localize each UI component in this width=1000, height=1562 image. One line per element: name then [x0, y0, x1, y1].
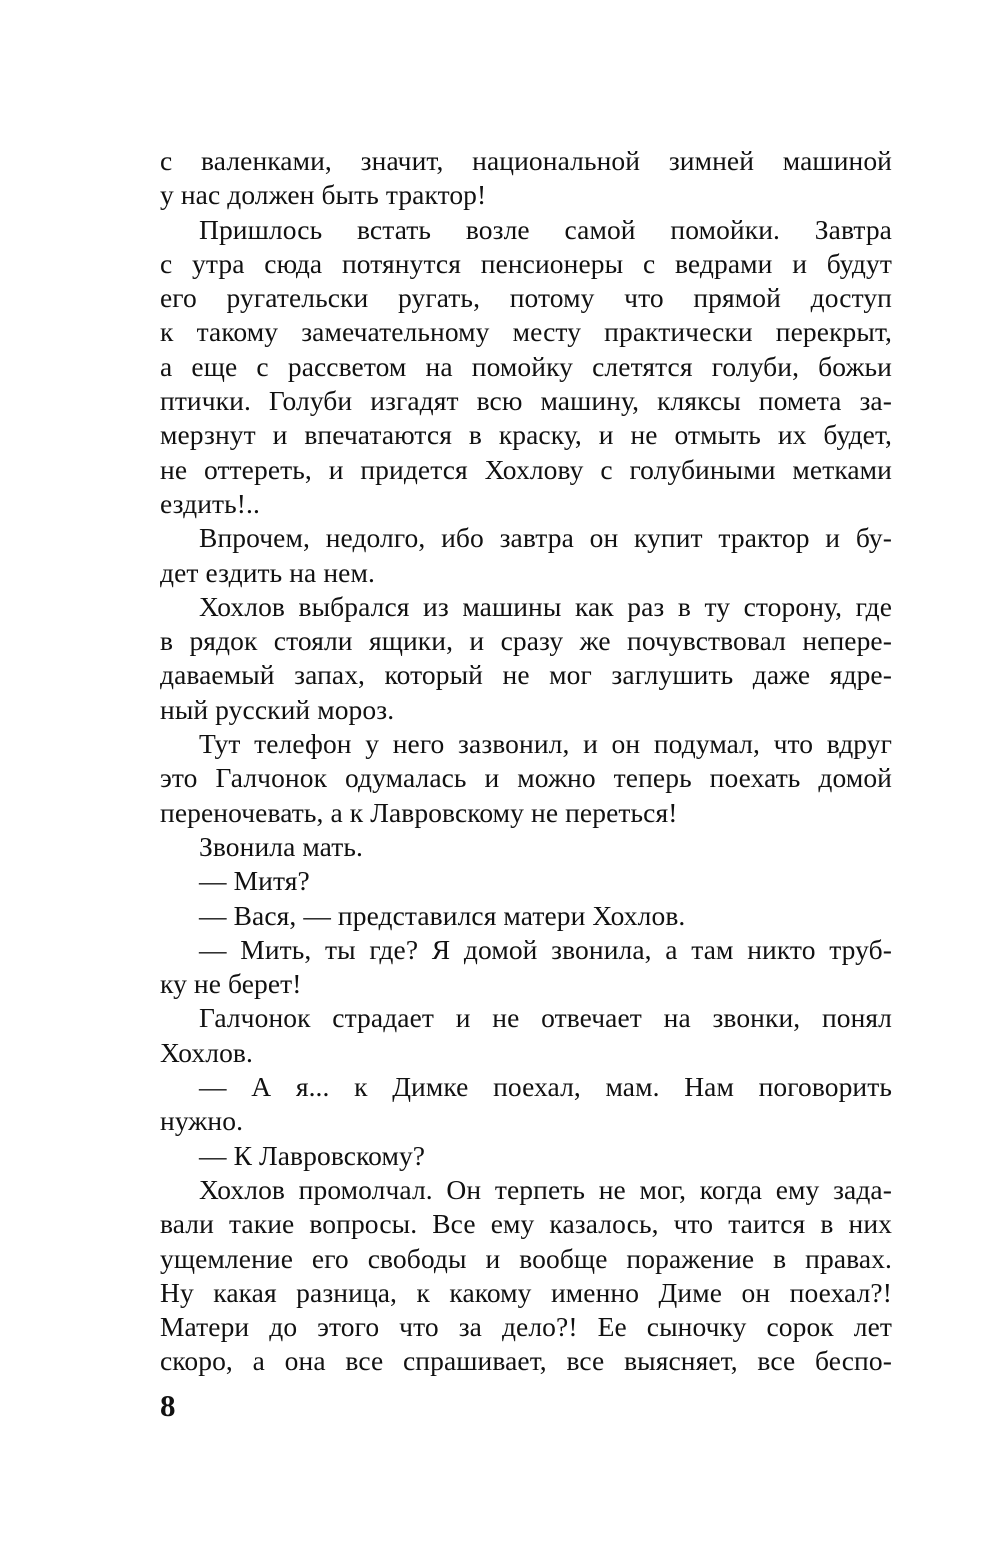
text-line: Галчонок страдает и не отвечает на звонки, понял [199, 1002, 892, 1034]
text-line: — Мить, ты где? Я домой звонила, а там никто труб- [199, 933, 892, 965]
text-line: ущемление его свободы и вообще поражение в правах. [160, 1242, 892, 1274]
text-line: это Галчонок одумалась и можно теперь поехать домой [160, 762, 892, 794]
text-line: не оттереть, и придется Хохлову с голубиными метками [160, 453, 892, 485]
text-line: переночевать, а к Лавровскому не переться! [160, 796, 678, 828]
text-line: — Вася, — представился матери Хохлов. [199, 899, 686, 931]
book-page-text [160, 144, 892, 1379]
text-line: птички. Голуби изгадят всю машину, кляксы помета за- [160, 385, 892, 417]
text-line: Звонила мать. [199, 830, 364, 862]
text-line: нужно. [160, 1105, 244, 1137]
text-line: Пришлось встать возле самой помойки. Завтра [199, 213, 892, 245]
text-line: даваемый запах, который не мог заглушить даже ядре- [160, 659, 892, 691]
text-line: дет ездить на нем. [160, 556, 375, 588]
text-line: Хохлов. [160, 1036, 253, 1068]
text-line: Хохлов промолчал. Он терпеть не мог, когда ему зада- [199, 1173, 892, 1205]
text-line: — Митя? [199, 865, 310, 897]
text-line: — К Лавровскому? [199, 1139, 426, 1171]
text-line: Матери до этого что за дело?! Ее сыночку сорок лет [160, 1311, 892, 1343]
text-line: с валенками, значит, национальной зимней машиной [160, 145, 892, 176]
text-line: а еще с рассветом на помойку слетятся голуби, божьи [160, 350, 892, 382]
text-line: мерзнут и впечатаются в краску, и не отмыть их будет, [160, 419, 892, 451]
text-line: ездить!.. [160, 487, 260, 519]
text-line: у нас должен быть трактор! [160, 179, 487, 211]
text-line: — А я... к Димке поехал, мам. Нам поговорить [199, 1071, 892, 1103]
text-line: Ну какая разница, к какому именно Диме он поехал?! [160, 1276, 892, 1308]
text-line: вали такие вопросы. Все ему казалось, что таится в них [160, 1208, 892, 1240]
text-line: ный русский мороз. [160, 693, 395, 725]
page-number: 8 [160, 1388, 176, 1423]
text-line: ку не берет! [160, 968, 302, 1000]
text-line: Тут телефон у него зазвонил, и он подумал, что вдруг [199, 728, 892, 760]
text-line: в рядок стояли ящики, и сразу же почувствовал непере- [160, 625, 892, 657]
text-line: Впрочем, недолго, ибо завтра он купит трактор и бу- [199, 522, 892, 554]
text-line: его ругательски ругать, потому что прямой доступ [160, 282, 892, 314]
text-line: Хохлов выбрался из машины как раз в ту сторону, где [199, 590, 892, 622]
text-line: к такому замечательному месту практически перекрыт, [160, 316, 892, 348]
text-line: скоро, а она все спрашивает, все выясняет, все беспо- [160, 1345, 892, 1377]
text-line: с утра сюда потянутся пенсионеры с ведрами и будут [160, 247, 892, 279]
